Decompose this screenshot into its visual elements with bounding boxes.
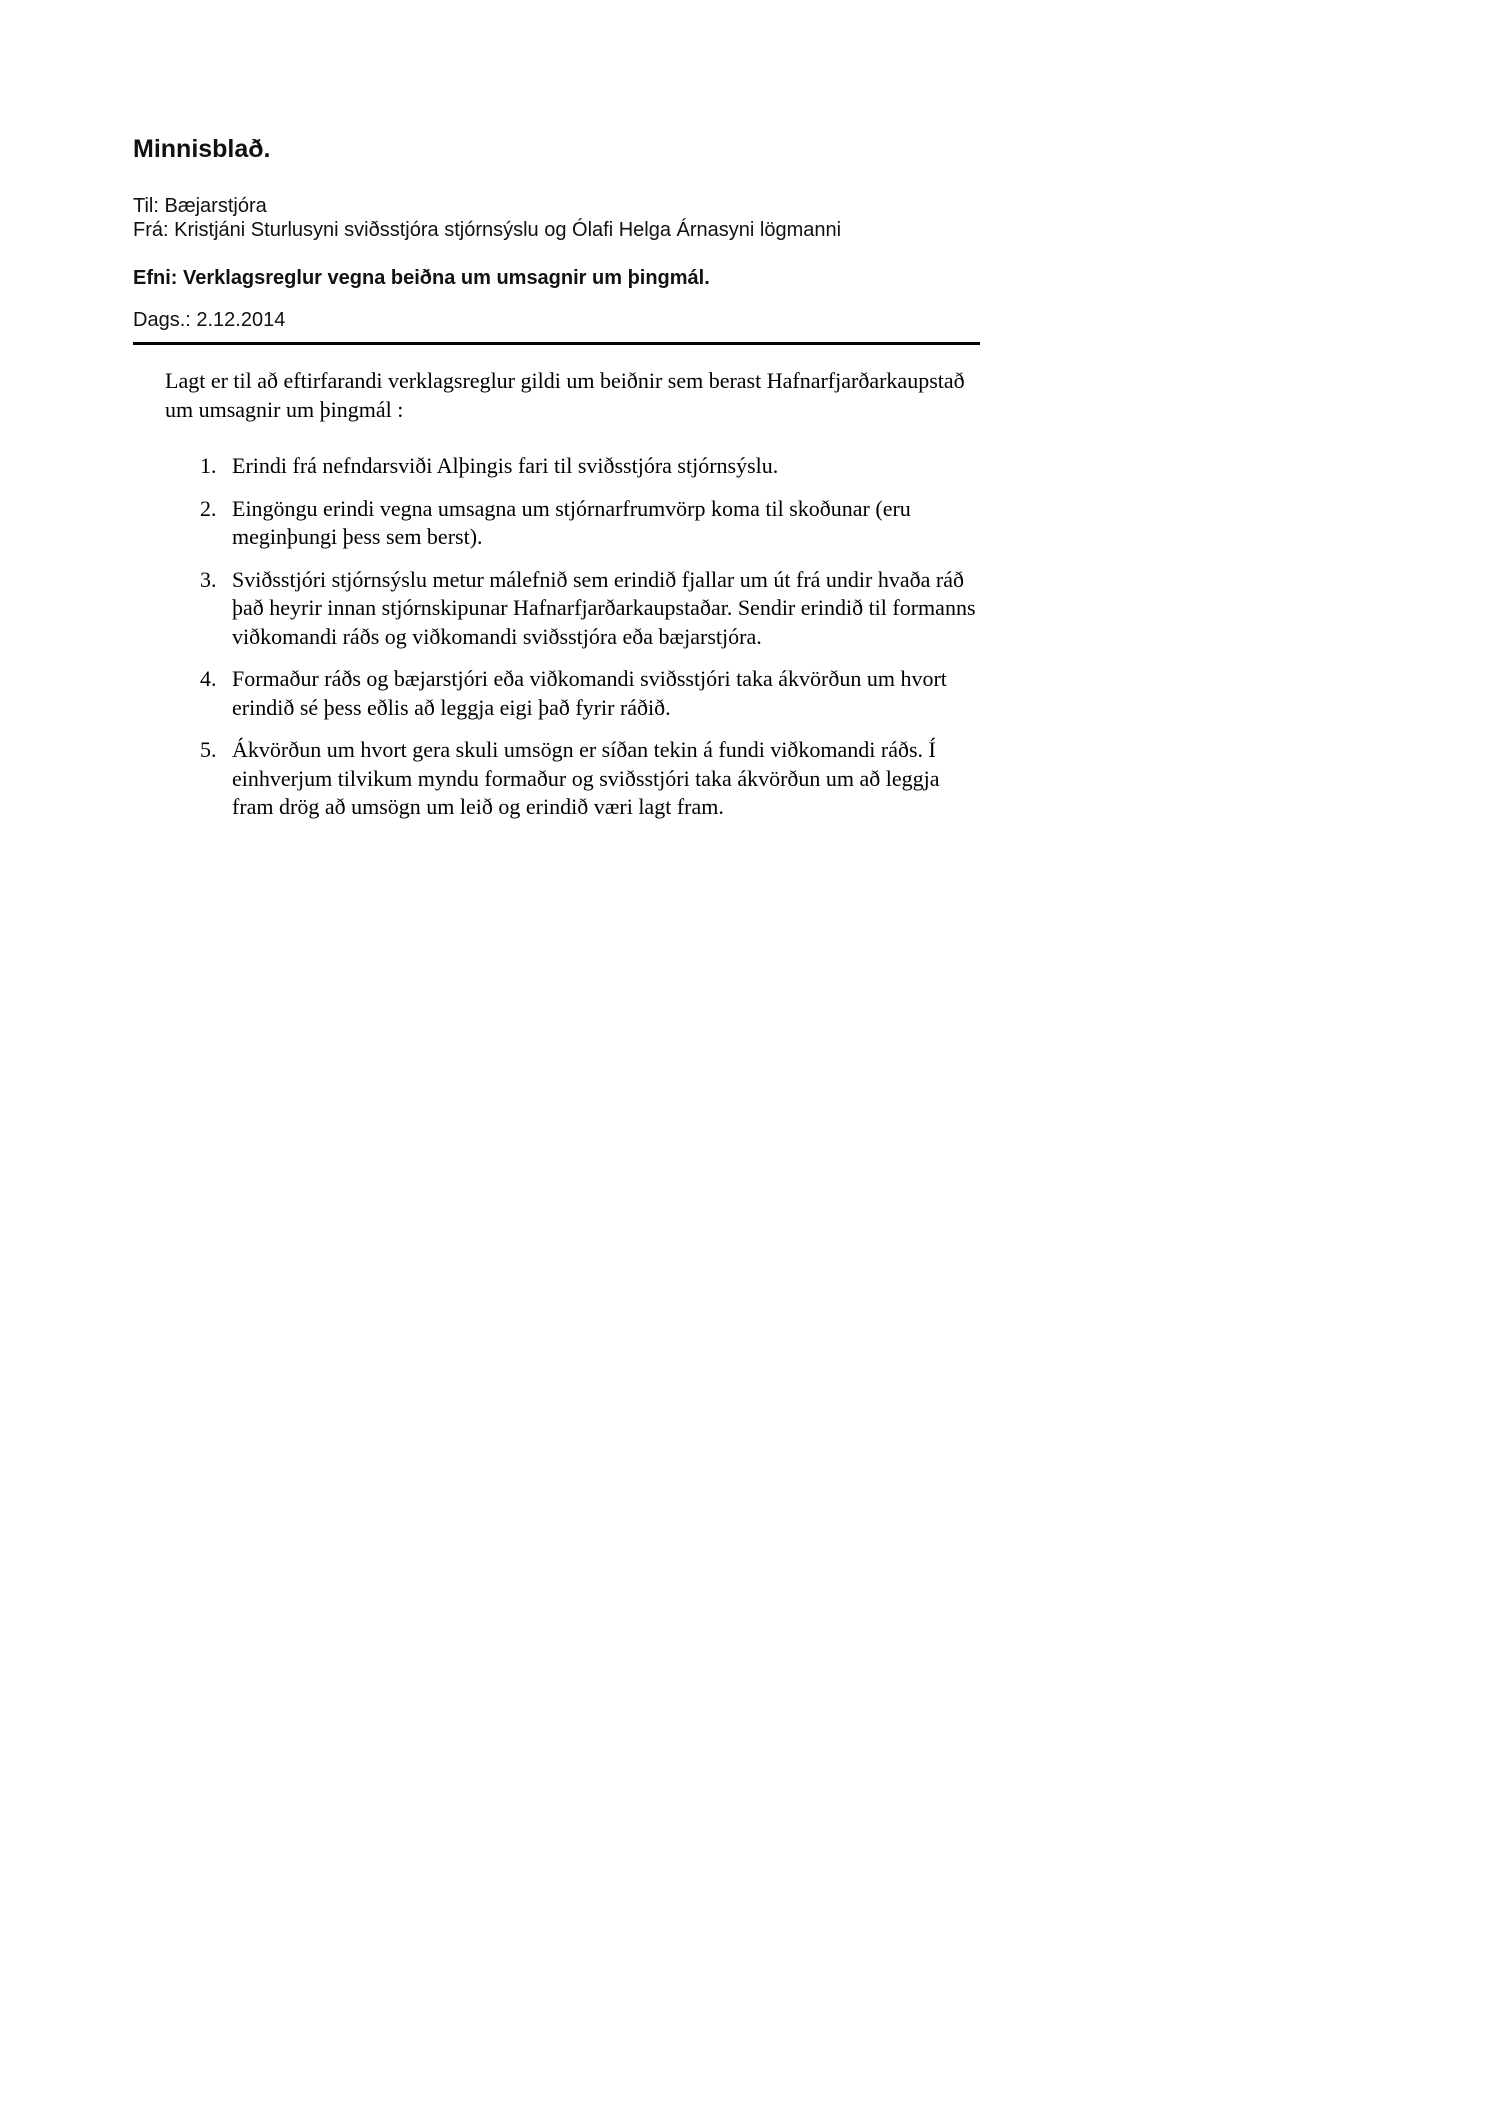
list-item-number: 4. [200, 666, 217, 691]
memo-subject-line: Efni: Verklagsreglur vegna beiðna um umsagnir um þingmál. [133, 267, 710, 289]
list-item-text: Formaður ráðs og bæjarstjóri eða viðkomandi sviðsstjóri taka ákvörðun um hvort erindið sé þess eðlis að leggja eigi það fyrir ráðið. [232, 666, 947, 720]
memo-header-rule [133, 308, 980, 345]
memo-title: Minnisblað. [133, 135, 271, 163]
list-item-text: Sviðsstjóri stjórnsýslu metur málefnið sem erindið fjallar um út frá undir hvaða ráð það heyrir innan stjórnskipunar Hafnarfjarðarkaupstaðar. Sendir erindið til formanns viðkomandi ráðs og viðkomandi sviðsstjóra eða bæjarstjóra. [232, 566, 976, 649]
list-item [200, 495, 980, 552]
memo-from-line: Frá: Kristjáni Sturlusyni sviðsstjóra stjórnsýslu og Ólafi Helga Árnasyni lögmanni [133, 219, 842, 241]
list-item [200, 736, 980, 822]
memo-to-line: Til: Bæjarstjóra [133, 195, 267, 217]
list-item [200, 665, 980, 722]
list-item [200, 452, 980, 481]
list-item-number: 3. [200, 566, 217, 592]
memo-intro-paragraph: Lagt er til að eftirfarandi verklagsreglur gildi um beiðnir sem berast Hafnarfjarðarkaupstað um umsagnir um þingmál : [165, 368, 965, 422]
memo-body [133, 367, 980, 822]
list-item-text: Eingöngu erindi vegna umsagna um stjórnarfrumvörp koma til skoðunar (eru meginþungi þess sem berst). [232, 495, 911, 549]
list-item [200, 566, 980, 652]
list-item-number: 5. [200, 737, 217, 762]
list-item-text: Erindi frá nefndarsviði Alþingis fari til sviðsstjóra stjórnsýslu. [232, 453, 779, 478]
list-item-number: 2. [200, 495, 217, 521]
memo-numbered-list [200, 452, 980, 822]
memo-date-line: Dags.: 2.12.2014 [133, 309, 286, 331]
list-item-text: Ákvörðun um hvort gera skuli umsögn er síðan tekin á fundi viðkomandi ráðs. Í einhverjum tilvikum myndu formaður og sviðsstjóri taka ákvörðun um að leggja fram drög að umsögn um leið og erindið væri lagt fram. [232, 737, 940, 819]
list-item-number: 1. [200, 453, 217, 478]
memo-content [133, 135, 980, 822]
